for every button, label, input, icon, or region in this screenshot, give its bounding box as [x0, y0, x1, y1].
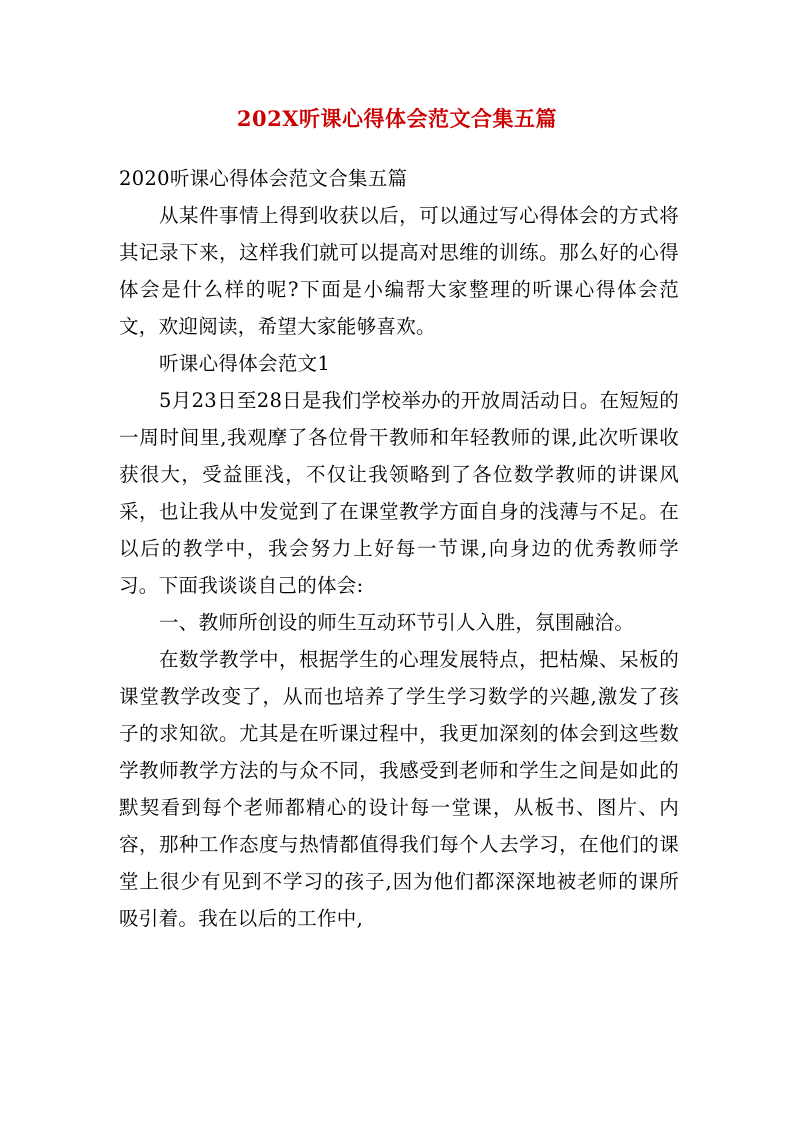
section-heading: 听课心得体会范文1 — [159, 352, 331, 375]
subtitle-paragraph: 2020听课心得体会范文合集五篇 — [119, 167, 408, 190]
document-body — [119, 160, 679, 937]
body-paragraph: 在数学教学中，根据学生的心理发展特点，把枯燥、呆板的课堂教学改变了，从而也培养了学生学习数学的兴趣,激发了孩子的求知欲。尤其是在听课过程中，我更加深刻的体会到这些数学教师教学方法的与众不同，我感受到老师和学生之间是如此的默契看到每个老师都精心的设计每一堂课，从板书、图片、内容，那种工作态度与热情都值得我们每个人去学习，在他们的课堂上很少有见到不学习的孩子,因为他们都深深地被老师的课所吸引着。我在以后的工作中, — [119, 648, 679, 930]
intro-paragraph: 从某件事情上得到收获以后，可以通过写心得体会的方式将其记录下来，这样我们就可以提高对思维的训练。那么好的心得体会是什么样的呢?下面是小编帮大家整理的听课心得体会范文，欢迎阅读，希望大家能够喜欢。 — [119, 204, 679, 338]
body-paragraph: 5月23日至28日是我们学校举办的开放周活动日。在短短的一周时间里,我观摩了各位骨干教师和年轻教师的课,此次听课收获很大，受益匪浅，不仅让我领略到了各位数学教师的讲课风采，也让我从中发觉到了在课堂教学方面自身的浅薄与不足。在以后的教学中，我会努力上好每一节课,向身边的优秀教师学习。下面我谈谈自己的体会: — [119, 389, 679, 597]
point-heading: 一、教师所创设的师生互动环节引人入胜，氛围融洽。 — [159, 611, 635, 634]
document-title: 202X听课心得体会范文合集五篇 — [236, 106, 558, 131]
